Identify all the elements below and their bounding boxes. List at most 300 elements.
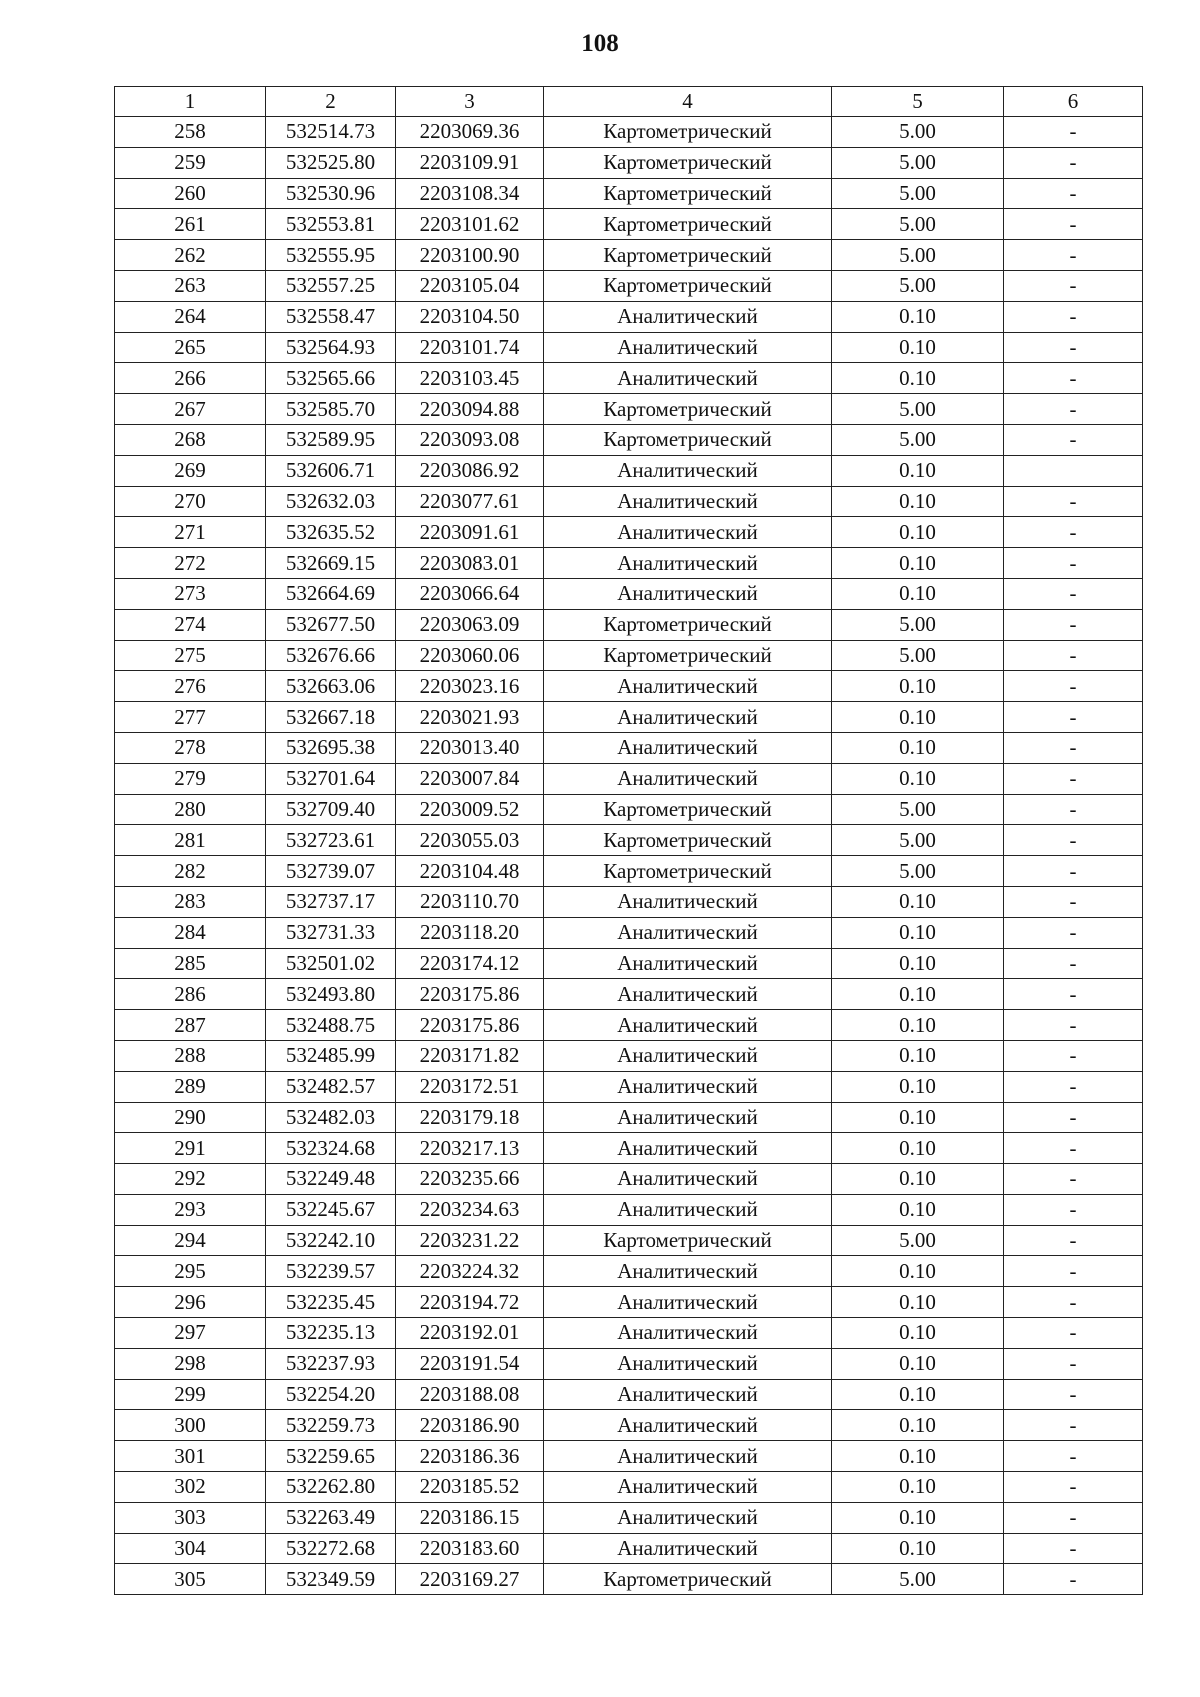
point-number-cell: 283 [115, 886, 266, 917]
point-number-cell: 264 [115, 301, 266, 332]
x-coordinate-cell: 532664.69 [266, 578, 396, 609]
accuracy-cell: 5.00 [832, 1564, 1004, 1595]
header-row [115, 87, 1143, 117]
accuracy-cell: 0.10 [832, 578, 1004, 609]
x-coordinate-cell: 532482.03 [266, 1102, 396, 1133]
method-cell: Аналитический [544, 1533, 832, 1564]
y-coordinate-cell: 2203172.51 [396, 1071, 544, 1102]
method-cell: Картометрический [544, 640, 832, 671]
method-cell: Аналитический [544, 1318, 832, 1349]
y-coordinate-cell: 2203191.54 [396, 1348, 544, 1379]
table-body [115, 117, 1143, 1595]
accuracy-cell: 0.10 [832, 979, 1004, 1010]
accuracy-cell: 5.00 [832, 825, 1004, 856]
point-number-cell: 276 [115, 671, 266, 702]
y-coordinate-cell: 2203109.91 [396, 147, 544, 178]
x-coordinate-cell: 532558.47 [266, 301, 396, 332]
accuracy-cell: 0.10 [832, 1502, 1004, 1533]
x-coordinate-cell: 532259.65 [266, 1441, 396, 1472]
column-header-4: 4 [544, 87, 832, 117]
x-coordinate-cell: 532739.07 [266, 856, 396, 887]
x-coordinate-cell: 532667.18 [266, 702, 396, 733]
note-cell: - [1004, 1318, 1143, 1349]
note-cell: - [1004, 1010, 1143, 1041]
point-number-cell: 259 [115, 147, 266, 178]
x-coordinate-cell: 532254.20 [266, 1379, 396, 1410]
note-cell: - [1004, 1348, 1143, 1379]
x-coordinate-cell: 532242.10 [266, 1225, 396, 1256]
point-number-cell: 300 [115, 1410, 266, 1441]
y-coordinate-cell: 2203174.12 [396, 948, 544, 979]
x-coordinate-cell: 532676.66 [266, 640, 396, 671]
note-cell: - [1004, 270, 1143, 301]
accuracy-cell: 5.00 [832, 209, 1004, 240]
method-cell: Аналитический [544, 455, 832, 486]
x-coordinate-cell: 532259.73 [266, 1410, 396, 1441]
table-row [115, 1071, 1143, 1102]
note-cell: - [1004, 117, 1143, 148]
method-cell: Картометрический [544, 240, 832, 271]
note-cell: - [1004, 178, 1143, 209]
point-number-cell: 299 [115, 1379, 266, 1410]
point-number-cell: 297 [115, 1318, 266, 1349]
point-number-cell: 263 [115, 270, 266, 301]
table-row [115, 825, 1143, 856]
accuracy-cell: 0.10 [832, 1133, 1004, 1164]
y-coordinate-cell: 2203234.63 [396, 1194, 544, 1225]
x-coordinate-cell: 532632.03 [266, 486, 396, 517]
point-number-cell: 287 [115, 1010, 266, 1041]
note-cell: - [1004, 886, 1143, 917]
method-cell: Картометрический [544, 1225, 832, 1256]
accuracy-cell: 5.00 [832, 1225, 1004, 1256]
method-cell: Аналитический [544, 1502, 832, 1533]
y-coordinate-cell: 2203093.08 [396, 424, 544, 455]
note-cell: - [1004, 147, 1143, 178]
method-cell: Аналитический [544, 1194, 832, 1225]
accuracy-cell: 0.10 [832, 1164, 1004, 1195]
note-cell: - [1004, 640, 1143, 671]
x-coordinate-cell: 532249.48 [266, 1164, 396, 1195]
point-number-cell: 290 [115, 1102, 266, 1133]
y-coordinate-cell: 2203105.04 [396, 270, 544, 301]
note-cell: - [1004, 332, 1143, 363]
note-cell: - [1004, 486, 1143, 517]
x-coordinate-cell: 532525.80 [266, 147, 396, 178]
table-row [115, 1287, 1143, 1318]
accuracy-cell: 0.10 [832, 1010, 1004, 1041]
x-coordinate-cell: 532723.61 [266, 825, 396, 856]
point-number-cell: 274 [115, 609, 266, 640]
y-coordinate-cell: 2203104.50 [396, 301, 544, 332]
note-cell: - [1004, 517, 1143, 548]
x-coordinate-cell: 532263.49 [266, 1502, 396, 1533]
point-number-cell: 288 [115, 1040, 266, 1071]
table-row [115, 455, 1143, 486]
accuracy-cell: 0.10 [832, 1472, 1004, 1503]
accuracy-cell: 0.10 [832, 732, 1004, 763]
point-number-cell: 295 [115, 1256, 266, 1287]
accuracy-cell: 0.10 [832, 1379, 1004, 1410]
method-cell: Аналитический [544, 1287, 832, 1318]
note-cell: - [1004, 763, 1143, 794]
table-row [115, 1472, 1143, 1503]
x-coordinate-cell: 532606.71 [266, 455, 396, 486]
accuracy-cell: 0.10 [832, 548, 1004, 579]
method-cell: Аналитический [544, 1164, 832, 1195]
accuracy-cell: 0.10 [832, 1102, 1004, 1133]
method-cell: Аналитический [544, 979, 832, 1010]
accuracy-cell: 0.10 [832, 332, 1004, 363]
accuracy-cell: 0.10 [832, 1040, 1004, 1071]
y-coordinate-cell: 2203171.82 [396, 1040, 544, 1071]
table-row [115, 578, 1143, 609]
y-coordinate-cell: 2203101.62 [396, 209, 544, 240]
accuracy-cell: 0.10 [832, 948, 1004, 979]
table-row [115, 486, 1143, 517]
note-cell: - [1004, 578, 1143, 609]
y-coordinate-cell: 2203235.66 [396, 1164, 544, 1195]
point-number-cell: 258 [115, 117, 266, 148]
note-cell: - [1004, 301, 1143, 332]
accuracy-cell: 0.10 [832, 517, 1004, 548]
table-row [115, 640, 1143, 671]
x-coordinate-cell: 532324.68 [266, 1133, 396, 1164]
note-cell: - [1004, 1194, 1143, 1225]
method-cell: Картометрический [544, 270, 832, 301]
y-coordinate-cell: 2203100.90 [396, 240, 544, 271]
method-cell: Аналитический [544, 1040, 832, 1071]
method-cell: Аналитический [544, 671, 832, 702]
point-number-cell: 265 [115, 332, 266, 363]
x-coordinate-cell: 532482.57 [266, 1071, 396, 1102]
table-row [115, 178, 1143, 209]
method-cell: Аналитический [544, 1071, 832, 1102]
coordinates-table [114, 86, 1143, 1595]
accuracy-cell: 0.10 [832, 886, 1004, 917]
accuracy-cell: 0.10 [832, 1441, 1004, 1472]
method-cell: Аналитический [544, 1348, 832, 1379]
method-cell: Аналитический [544, 1410, 832, 1441]
point-number-cell: 296 [115, 1287, 266, 1318]
method-cell: Картометрический [544, 825, 832, 856]
method-cell: Картометрический [544, 1564, 832, 1595]
table-row [115, 886, 1143, 917]
table-row [115, 856, 1143, 887]
point-number-cell: 303 [115, 1502, 266, 1533]
x-coordinate-cell: 532635.52 [266, 517, 396, 548]
table-row [115, 1502, 1143, 1533]
point-number-cell: 293 [115, 1194, 266, 1225]
note-cell: - [1004, 209, 1143, 240]
table-row [115, 1533, 1143, 1564]
table-row [115, 270, 1143, 301]
point-number-cell: 266 [115, 363, 266, 394]
table-row [115, 1194, 1143, 1225]
note-cell: - [1004, 1379, 1143, 1410]
y-coordinate-cell: 2203103.45 [396, 363, 544, 394]
point-number-cell: 284 [115, 917, 266, 948]
point-number-cell: 261 [115, 209, 266, 240]
accuracy-cell: 5.00 [832, 609, 1004, 640]
y-coordinate-cell: 2203118.20 [396, 917, 544, 948]
y-coordinate-cell: 2203021.93 [396, 702, 544, 733]
y-coordinate-cell: 2203055.03 [396, 825, 544, 856]
table-row [115, 732, 1143, 763]
accuracy-cell: 5.00 [832, 856, 1004, 887]
point-number-cell: 281 [115, 825, 266, 856]
y-coordinate-cell: 2203086.92 [396, 455, 544, 486]
table-row [115, 1133, 1143, 1164]
point-number-cell: 280 [115, 794, 266, 825]
table-row [115, 948, 1143, 979]
method-cell: Аналитический [544, 732, 832, 763]
point-number-cell: 273 [115, 578, 266, 609]
table-row [115, 363, 1143, 394]
point-number-cell: 298 [115, 1348, 266, 1379]
note-cell: - [1004, 1287, 1143, 1318]
y-coordinate-cell: 2203217.13 [396, 1133, 544, 1164]
y-coordinate-cell: 2203186.90 [396, 1410, 544, 1441]
x-coordinate-cell: 532585.70 [266, 394, 396, 425]
x-coordinate-cell: 532669.15 [266, 548, 396, 579]
y-coordinate-cell: 2203023.16 [396, 671, 544, 702]
method-cell: Картометрический [544, 117, 832, 148]
y-coordinate-cell: 2203009.52 [396, 794, 544, 825]
note-cell: - [1004, 1133, 1143, 1164]
y-coordinate-cell: 2203192.01 [396, 1318, 544, 1349]
x-coordinate-cell: 532695.38 [266, 732, 396, 763]
note-cell: - [1004, 1441, 1143, 1472]
note-cell: - [1004, 394, 1143, 425]
note-cell [1004, 455, 1143, 486]
table-row [115, 609, 1143, 640]
y-coordinate-cell: 2203183.60 [396, 1533, 544, 1564]
table-row [115, 763, 1143, 794]
table-row [115, 209, 1143, 240]
accuracy-cell: 5.00 [832, 147, 1004, 178]
point-number-cell: 301 [115, 1441, 266, 1472]
table-row [115, 548, 1143, 579]
accuracy-cell: 0.10 [832, 1194, 1004, 1225]
point-number-cell: 285 [115, 948, 266, 979]
method-cell: Аналитический [544, 1472, 832, 1503]
note-cell: - [1004, 1564, 1143, 1595]
note-cell: - [1004, 1102, 1143, 1133]
x-coordinate-cell: 532514.73 [266, 117, 396, 148]
table-row [115, 794, 1143, 825]
point-number-cell: 279 [115, 763, 266, 794]
x-coordinate-cell: 532737.17 [266, 886, 396, 917]
note-cell: - [1004, 825, 1143, 856]
y-coordinate-cell: 2203224.32 [396, 1256, 544, 1287]
note-cell: - [1004, 424, 1143, 455]
point-number-cell: 305 [115, 1564, 266, 1595]
y-coordinate-cell: 2203083.01 [396, 548, 544, 579]
method-cell: Аналитический [544, 301, 832, 332]
column-header-3: 3 [396, 87, 544, 117]
x-coordinate-cell: 532493.80 [266, 979, 396, 1010]
y-coordinate-cell: 2203060.06 [396, 640, 544, 671]
note-cell: - [1004, 1040, 1143, 1071]
y-coordinate-cell: 2203108.34 [396, 178, 544, 209]
y-coordinate-cell: 2203063.09 [396, 609, 544, 640]
method-cell: Картометрический [544, 394, 832, 425]
y-coordinate-cell: 2203013.40 [396, 732, 544, 763]
accuracy-cell: 0.10 [832, 917, 1004, 948]
x-coordinate-cell: 532349.59 [266, 1564, 396, 1595]
y-coordinate-cell: 2203188.08 [396, 1379, 544, 1410]
accuracy-cell: 5.00 [832, 640, 1004, 671]
accuracy-cell: 0.10 [832, 1348, 1004, 1379]
y-coordinate-cell: 2203194.72 [396, 1287, 544, 1318]
point-number-cell: 302 [115, 1472, 266, 1503]
y-coordinate-cell: 2203069.36 [396, 117, 544, 148]
x-coordinate-cell: 532553.81 [266, 209, 396, 240]
accuracy-cell: 0.10 [832, 671, 1004, 702]
point-number-cell: 260 [115, 178, 266, 209]
table-row [115, 240, 1143, 271]
accuracy-cell: 0.10 [832, 486, 1004, 517]
note-cell: - [1004, 917, 1143, 948]
note-cell: - [1004, 1502, 1143, 1533]
x-coordinate-cell: 532677.50 [266, 609, 396, 640]
point-number-cell: 262 [115, 240, 266, 271]
method-cell: Картометрический [544, 609, 832, 640]
method-cell: Аналитический [544, 1010, 832, 1041]
accuracy-cell: 0.10 [832, 455, 1004, 486]
x-coordinate-cell: 532530.96 [266, 178, 396, 209]
x-coordinate-cell: 532564.93 [266, 332, 396, 363]
note-cell: - [1004, 1533, 1143, 1564]
accuracy-cell: 0.10 [832, 1287, 1004, 1318]
point-number-cell: 304 [115, 1533, 266, 1564]
table-row [115, 702, 1143, 733]
x-coordinate-cell: 532565.66 [266, 363, 396, 394]
point-number-cell: 278 [115, 732, 266, 763]
method-cell: Картометрический [544, 178, 832, 209]
y-coordinate-cell: 2203231.22 [396, 1225, 544, 1256]
note-cell: - [1004, 702, 1143, 733]
table-row [115, 517, 1143, 548]
table-row [115, 1256, 1143, 1287]
method-cell: Картометрический [544, 147, 832, 178]
point-number-cell: 269 [115, 455, 266, 486]
point-number-cell: 294 [115, 1225, 266, 1256]
x-coordinate-cell: 532485.99 [266, 1040, 396, 1071]
method-cell: Аналитический [544, 948, 832, 979]
table-row [115, 117, 1143, 148]
accuracy-cell: 5.00 [832, 178, 1004, 209]
point-number-cell: 267 [115, 394, 266, 425]
table-row [115, 917, 1143, 948]
method-cell: Аналитический [544, 486, 832, 517]
note-cell: - [1004, 671, 1143, 702]
x-coordinate-cell: 532731.33 [266, 917, 396, 948]
table-row [115, 1164, 1143, 1195]
method-cell: Аналитический [544, 702, 832, 733]
y-coordinate-cell: 2203110.70 [396, 886, 544, 917]
table-row [115, 1441, 1143, 1472]
table-row [115, 1564, 1143, 1595]
note-cell: - [1004, 363, 1143, 394]
note-cell: - [1004, 856, 1143, 887]
table-row [115, 671, 1143, 702]
accuracy-cell: 5.00 [832, 794, 1004, 825]
y-coordinate-cell: 2203186.15 [396, 1502, 544, 1533]
y-coordinate-cell: 2203186.36 [396, 1441, 544, 1472]
method-cell: Картометрический [544, 209, 832, 240]
accuracy-cell: 0.10 [832, 363, 1004, 394]
column-header-1: 1 [115, 87, 266, 117]
x-coordinate-cell: 532235.45 [266, 1287, 396, 1318]
method-cell: Картометрический [544, 856, 832, 887]
method-cell: Аналитический [544, 548, 832, 579]
y-coordinate-cell: 2203175.86 [396, 979, 544, 1010]
accuracy-cell: 5.00 [832, 117, 1004, 148]
accuracy-cell: 0.10 [832, 1071, 1004, 1102]
table-row [115, 1348, 1143, 1379]
accuracy-cell: 5.00 [832, 394, 1004, 425]
x-coordinate-cell: 532501.02 [266, 948, 396, 979]
accuracy-cell: 5.00 [832, 424, 1004, 455]
method-cell: Аналитический [544, 763, 832, 794]
table-row [115, 394, 1143, 425]
point-number-cell: 291 [115, 1133, 266, 1164]
note-cell: - [1004, 1071, 1143, 1102]
note-cell: - [1004, 548, 1143, 579]
note-cell: - [1004, 1472, 1143, 1503]
x-coordinate-cell: 532272.68 [266, 1533, 396, 1564]
method-cell: Аналитический [544, 1441, 832, 1472]
accuracy-cell: 0.10 [832, 1533, 1004, 1564]
accuracy-cell: 0.10 [832, 702, 1004, 733]
note-cell: - [1004, 1410, 1143, 1441]
point-number-cell: 289 [115, 1071, 266, 1102]
point-number-cell: 271 [115, 517, 266, 548]
method-cell: Аналитический [544, 917, 832, 948]
y-coordinate-cell: 2203169.27 [396, 1564, 544, 1595]
table-row [115, 1225, 1143, 1256]
x-coordinate-cell: 532262.80 [266, 1472, 396, 1503]
y-coordinate-cell: 2203007.84 [396, 763, 544, 794]
point-number-cell: 268 [115, 424, 266, 455]
method-cell: Аналитический [544, 886, 832, 917]
x-coordinate-cell: 532239.57 [266, 1256, 396, 1287]
y-coordinate-cell: 2203066.64 [396, 578, 544, 609]
accuracy-cell: 5.00 [832, 240, 1004, 271]
y-coordinate-cell: 2203185.52 [396, 1472, 544, 1503]
note-cell: - [1004, 240, 1143, 271]
note-cell: - [1004, 794, 1143, 825]
x-coordinate-cell: 532245.67 [266, 1194, 396, 1225]
table-row [115, 424, 1143, 455]
method-cell: Аналитический [544, 1102, 832, 1133]
point-number-cell: 275 [115, 640, 266, 671]
y-coordinate-cell: 2203179.18 [396, 1102, 544, 1133]
y-coordinate-cell: 2203101.74 [396, 332, 544, 363]
y-coordinate-cell: 2203104.48 [396, 856, 544, 887]
page-number: 108 [581, 30, 619, 57]
method-cell: Аналитический [544, 517, 832, 548]
y-coordinate-cell: 2203175.86 [396, 1010, 544, 1041]
x-coordinate-cell: 532701.64 [266, 763, 396, 794]
accuracy-cell: 0.10 [832, 1318, 1004, 1349]
table-row [115, 301, 1143, 332]
accuracy-cell: 5.00 [832, 270, 1004, 301]
x-coordinate-cell: 532709.40 [266, 794, 396, 825]
x-coordinate-cell: 532488.75 [266, 1010, 396, 1041]
